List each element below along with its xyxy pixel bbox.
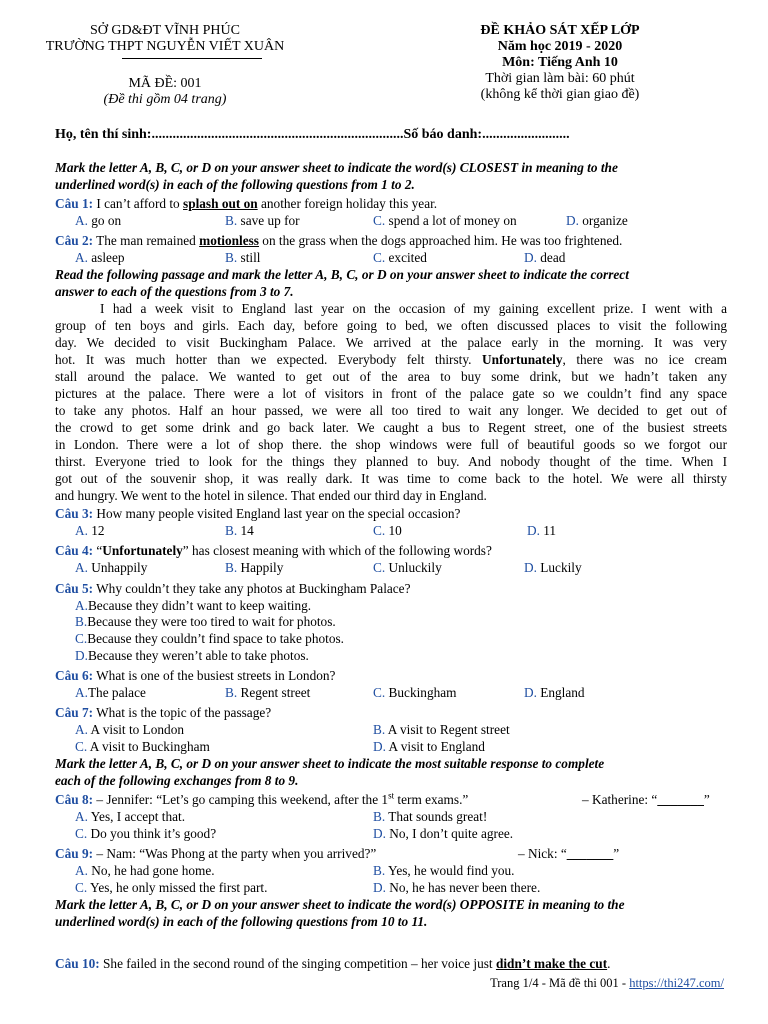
option-b[interactable] — [373, 862, 515, 879]
question-2-options — [0, 249, 768, 266]
question-label: Câu 4: — [55, 543, 94, 558]
subject: Môn: Tiếng Anh 10 — [502, 55, 618, 70]
option-b[interactable] — [373, 721, 510, 738]
question-label: Câu 3: — [55, 506, 94, 521]
option-d[interactable] — [373, 738, 485, 755]
option-b[interactable] — [225, 522, 254, 539]
question-bold-word: Unfortunately — [102, 543, 183, 558]
option-letter: B. — [75, 614, 88, 629]
option-d[interactable] — [524, 559, 582, 576]
name-label: Họ, tên thí sinh: — [55, 127, 152, 142]
option-text: Because they didn’t want to keep waiting. — [87, 598, 312, 613]
time-note: (không kể thời gian giao đề) — [480, 87, 640, 102]
question-2 — [55, 232, 768, 249]
question-8-options-ab — [0, 808, 768, 825]
option-letter: C. — [75, 826, 88, 841]
question-label: Câu 10: — [55, 956, 100, 971]
option-text: Do you think it’s good? — [90, 826, 217, 841]
question-text: Why couldn’t they take any photos at Buckingham Palace? — [93, 581, 411, 596]
reply-close: ” — [703, 792, 710, 807]
passage-line: the crowd to get some drink and go back later. We caught a bus to Regent street, one of the busiest streets — [55, 420, 727, 435]
option-d[interactable] — [524, 249, 565, 266]
reply-speaker: – Katherine: “ — [582, 792, 658, 807]
option-text: Unluckily — [388, 560, 442, 575]
option-d[interactable] — [75, 647, 768, 664]
option-letter: A. — [75, 560, 88, 575]
option-text: Because they weren’t able to take photos. — [87, 648, 309, 663]
instruction-response — [55, 755, 727, 789]
option-text: Because they couldn’t find space to take photos. — [87, 631, 344, 646]
time-limit: Thời gian làm bài: 60 phút — [485, 71, 635, 86]
question-text: on the grass when the dogs approached him. He was too frightened. — [258, 233, 623, 248]
option-text: No, I don’t quite agree. — [389, 826, 514, 841]
option-letter: C. — [373, 685, 386, 700]
question-3-options — [0, 522, 768, 539]
question-6-options — [0, 684, 768, 701]
reading-passage — [55, 300, 727, 504]
question-label: Câu 7: — [55, 705, 94, 720]
option-c[interactable] — [75, 825, 216, 842]
option-letter: A. — [75, 523, 88, 538]
id-label: Số báo danh: — [403, 127, 483, 142]
question-4 — [55, 542, 768, 559]
instruction-closest — [55, 159, 727, 193]
option-letter: B. — [225, 250, 238, 265]
question-3 — [55, 505, 768, 522]
option-text: spend a lot of money on — [388, 213, 517, 228]
option-text: Yes, I accept that. — [90, 809, 186, 824]
option-letter: B. — [225, 560, 238, 575]
header-divider — [122, 58, 262, 59]
option-text: organize — [582, 213, 628, 228]
option-a[interactable] — [75, 597, 768, 614]
option-letter: D. — [524, 560, 537, 575]
page-count: (Đề thi gồm 04 trang) — [103, 92, 227, 107]
passage-text: hot. It was much hotter than we expected. Everybody felt thirsty. — [55, 352, 482, 367]
underlined-word: splash out on — [183, 196, 258, 211]
option-letter: D. — [373, 739, 386, 754]
student-info-line — [55, 126, 755, 143]
option-c[interactable] — [373, 212, 517, 229]
question-label: Câu 9: — [55, 846, 94, 861]
option-letter: B. — [225, 685, 238, 700]
option-text: 11 — [543, 523, 557, 538]
option-text: A visit to Buckingham — [89, 739, 210, 754]
instruction-line: Mark the letter A, B, C, or D on your answer sheet to indicate the word(s) CLOSEST in meaning to the — [55, 160, 618, 175]
passage-line: group of ten boys and girls. Each day, before going to bed, we often discussed places to visit the following — [55, 318, 727, 333]
option-a[interactable] — [75, 249, 125, 266]
question-1 — [55, 195, 768, 212]
question-text: – Jennifer: “Let’s go camping this weekend, after the 1 — [93, 792, 389, 807]
exam-code: MÃ ĐỀ: 001 — [128, 76, 202, 91]
option-text: That sounds great! — [388, 809, 488, 824]
instruction-passage — [55, 266, 727, 300]
instruction-line: underlined word(s) in each of the following questions from 10 to 11. — [55, 914, 428, 929]
option-c[interactable] — [373, 559, 442, 576]
option-b[interactable] — [75, 613, 768, 630]
option-text: excited — [388, 250, 427, 265]
question-text: . — [607, 956, 611, 971]
question-4-options — [0, 559, 768, 576]
option-text: dead — [540, 250, 566, 265]
question-label: Câu 1: — [55, 196, 94, 211]
underlined-word: motionless — [199, 233, 259, 248]
question-label: Câu 8: — [55, 792, 94, 807]
option-d[interactable] — [524, 684, 585, 701]
passage-line — [55, 351, 727, 368]
question-9-reply — [518, 845, 668, 862]
question-7 — [55, 704, 768, 721]
option-letter: B. — [373, 809, 386, 824]
option-text: Because they were too tired to wait for photos. — [87, 614, 336, 629]
option-text: 10 — [388, 523, 402, 538]
option-text: The palace — [87, 685, 146, 700]
reply-close: ” — [613, 846, 620, 861]
footer-text: Trang 1/4 - Mã đề thi 001 - — [490, 976, 630, 990]
question-text: What is the topic of the passage? — [93, 705, 272, 720]
option-text: 14 — [240, 523, 254, 538]
question-10 — [55, 955, 768, 972]
option-letter: D. — [373, 880, 386, 895]
option-a[interactable] — [75, 559, 147, 576]
option-letter: C. — [373, 560, 386, 575]
option-c[interactable] — [75, 630, 768, 647]
passage-line: and hungry. We went to the hotel in silence. That ended our third day in England. — [55, 488, 487, 503]
option-letter: A. — [75, 250, 88, 265]
passage-line: I had a week visit to England last year on the occasion of my gaining excellent prize. I went with a — [100, 301, 727, 316]
passage-line: stall around the palace. We wanted to get out of the area to buy some drink, but we hadn’t taken any — [55, 369, 727, 384]
option-letter: C. — [373, 213, 386, 228]
option-a[interactable] — [75, 808, 185, 825]
option-a[interactable] — [75, 721, 184, 738]
option-letter: A. — [75, 722, 88, 737]
option-text: No, he had gone home. — [91, 863, 215, 878]
option-letter: C. — [75, 631, 88, 646]
option-letter: B. — [225, 213, 238, 228]
passage-line: to take any photos. Half an hour passed, we were all too tired to wait any longer. We decided to get out of — [55, 403, 727, 418]
instruction-line: Mark the letter A, B, C, or D on your answer sheet to indicate the word(s) OPPOSITE in meaning to the — [55, 897, 625, 912]
underlined-word: didn’t make the cut — [495, 956, 608, 971]
answer-blank[interactable]: _______ — [657, 792, 704, 807]
question-9-options-ab — [0, 862, 768, 879]
option-text: go on — [91, 213, 122, 228]
exam-title: ĐỀ KHẢO SÁT XẾP LỚP — [480, 23, 640, 38]
option-letter: A. — [75, 809, 88, 824]
question-text: What is one of the busiest streets in London? — [93, 668, 336, 683]
option-d[interactable] — [373, 879, 540, 896]
option-letter: D. — [373, 826, 386, 841]
option-letter: A. — [75, 685, 88, 700]
option-text: save up for — [240, 213, 300, 228]
question-label: Câu 2: — [55, 233, 94, 248]
passage-bold-word: Unfortunately — [481, 352, 563, 367]
question-label: Câu 6: — [55, 668, 94, 683]
question-text: ” has closest meaning with which of the following words? — [182, 543, 492, 558]
instruction-line: Mark the letter A, B, C, or D on your answer sheet to indicate the most suitable response to complete — [55, 756, 605, 771]
name-field[interactable]: ........................................................................ — [151, 127, 404, 142]
option-text: Buckingham — [388, 685, 457, 700]
option-a[interactable] — [75, 212, 121, 229]
option-text: A visit to London — [90, 722, 184, 737]
ordinal-suffix: st — [388, 790, 395, 801]
option-text: still — [240, 250, 261, 265]
option-letter: D. — [75, 648, 88, 663]
exam-title-block — [390, 23, 730, 103]
option-text: A visit to England — [388, 739, 485, 754]
option-c[interactable] — [75, 738, 210, 755]
option-letter: D. — [524, 250, 537, 265]
question-text: She failed in the second round of the singing competition – her voice just — [99, 956, 496, 971]
option-letter: D. — [527, 523, 540, 538]
option-text: Regent street — [240, 685, 311, 700]
option-letter: B. — [225, 523, 238, 538]
question-text: I can’t afford to — [93, 196, 184, 211]
question-7-options-ab — [0, 721, 768, 738]
option-letter: D. — [566, 213, 579, 228]
instruction-opposite — [55, 896, 727, 930]
option-b[interactable] — [225, 559, 283, 576]
option-letter: A. — [75, 863, 88, 878]
option-d[interactable] — [527, 522, 556, 539]
option-c[interactable] — [373, 684, 456, 701]
option-d[interactable] — [566, 212, 628, 229]
option-letter: C. — [373, 250, 386, 265]
question-text: term exams.” — [394, 792, 469, 807]
passage-line: thirst. Everyone tried to look for the things they planned to buy. And nobody thought of the time. When I — [55, 454, 727, 469]
passage-line: got out of the souvenir shop, it was really dark. It was time to come back to the hotel. We were all thirsty — [55, 471, 727, 486]
question-9-options-cd — [0, 879, 768, 896]
question-label: Câu 5: — [55, 581, 94, 596]
option-text: England — [540, 685, 585, 700]
option-letter: A. — [75, 598, 88, 613]
option-text: asleep — [91, 250, 125, 265]
passage-text: , there was no ice cream — [562, 352, 727, 367]
page-footer — [0, 975, 724, 992]
question-1-options — [0, 212, 768, 229]
question-5 — [55, 580, 768, 597]
option-letter: B. — [373, 863, 386, 878]
passage-line: pictures at the palace. There were a lot of visitors in front of the palace gate so we couldn’t find any space — [55, 386, 727, 401]
option-c[interactable] — [373, 249, 427, 266]
instruction-line: Read the following passage and mark the letter A, B, C, or D on your answer sheet to indicate the correct — [55, 267, 629, 282]
passage-line: day. We decided to visit Buckingham Palace. We arrived at the palace early in the morning. It was very — [55, 335, 727, 350]
option-text: A visit to Regent street — [387, 722, 510, 737]
option-letter: C. — [75, 880, 88, 895]
question-text: How many people visited England last year on the special occasion? — [93, 506, 461, 521]
option-letter: C. — [75, 739, 88, 754]
question-text: The man remained — [93, 233, 200, 248]
id-field[interactable]: ......................... — [482, 127, 570, 142]
option-text: No, he has never been there. — [389, 880, 541, 895]
question-text: “ — [93, 543, 103, 558]
option-text: Yes, he would find you. — [388, 863, 515, 878]
option-a[interactable] — [75, 684, 146, 701]
option-d[interactable] — [373, 825, 513, 842]
option-c[interactable] — [373, 522, 402, 539]
option-b[interactable] — [373, 808, 487, 825]
question-6 — [55, 667, 768, 684]
question-8-options-cd — [0, 825, 768, 842]
question-7-options-cd — [0, 738, 768, 755]
option-letter: B. — [373, 722, 386, 737]
option-text: 12 — [91, 523, 105, 538]
school-year: Năm học 2019 - 2020 — [497, 39, 623, 54]
option-a[interactable] — [75, 862, 215, 879]
option-c[interactable] — [75, 879, 267, 896]
option-b[interactable] — [225, 249, 260, 266]
answer-blank[interactable]: _______ — [566, 846, 614, 861]
reply-speaker: – Nick: “ — [518, 846, 567, 861]
option-letter: C. — [373, 523, 386, 538]
option-letter: A. — [75, 213, 88, 228]
instruction-line: answer to each of the questions from 3 to 7. — [55, 284, 294, 299]
instruction-line: each of the following exchanges from 8 to 9. — [55, 773, 299, 788]
school-header — [30, 23, 300, 55]
footer-link[interactable]: https://thi247.com/ — [629, 976, 724, 990]
option-a[interactable] — [75, 522, 105, 539]
option-letter: D. — [524, 685, 537, 700]
department-name: SỞ GD&ĐT VĨNH PHÚC — [89, 23, 240, 38]
option-text: Unhappily — [91, 560, 148, 575]
option-text: Happily — [240, 560, 284, 575]
instruction-line: underlined word(s) in each of the following questions from 1 to 2. — [55, 177, 415, 192]
question-8-reply — [582, 791, 732, 808]
exam-code-block — [30, 76, 300, 108]
question-text: another foreign holiday this year. — [257, 196, 438, 211]
option-b[interactable] — [225, 684, 310, 701]
passage-line: in London. There were a lot of shop there. the shop windows were full of beautiful goods so we forgot our — [55, 437, 727, 452]
option-b[interactable] — [225, 212, 300, 229]
school-name: TRƯỜNG THPT NGUYỄN VIẾT XUÂN — [45, 39, 285, 54]
option-text: Yes, he only missed the first part. — [90, 880, 268, 895]
option-text: Luckily — [540, 560, 582, 575]
question-text: – Nam: “Was Phong at the party when you arrived?” — [93, 846, 377, 861]
